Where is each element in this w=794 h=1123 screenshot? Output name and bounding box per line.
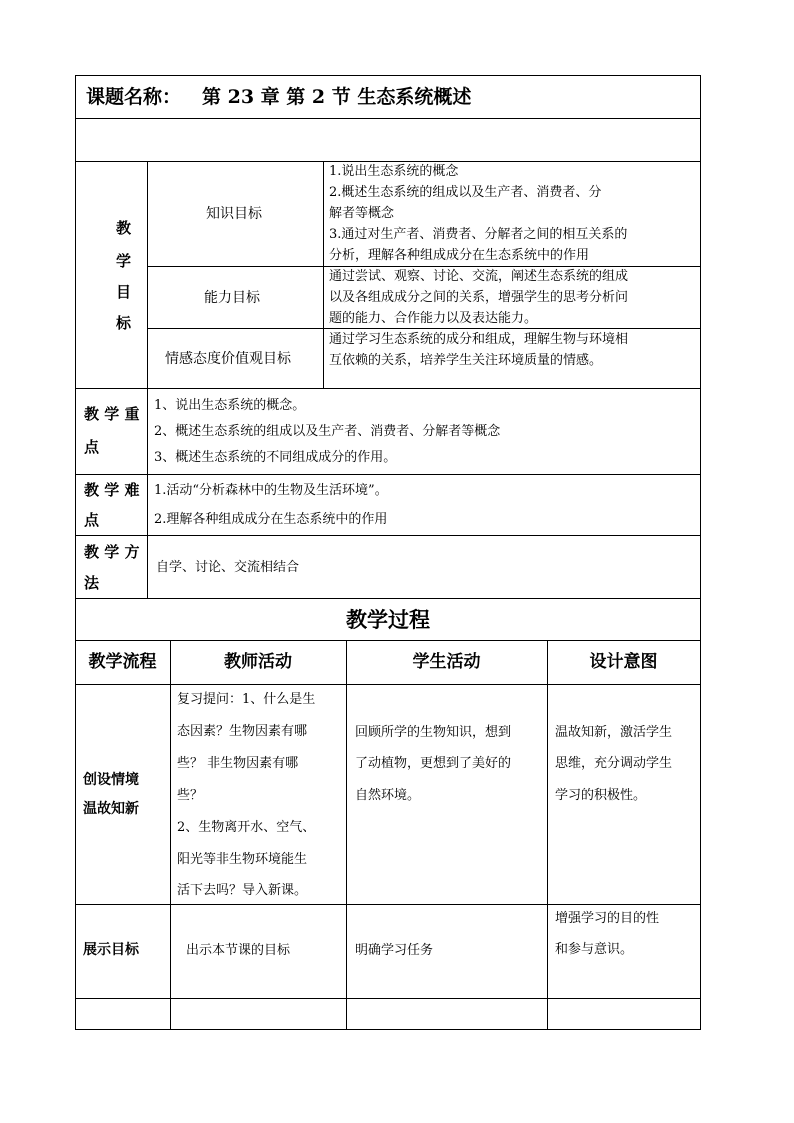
teacher-line: 活下去吗？导入新课。 [177, 883, 308, 898]
header-intent: 设计意图 [589, 652, 658, 672]
intent-line: 温故知新，激活学生 [555, 725, 673, 740]
objective-line: 1.说出生态系统的概念 [329, 164, 459, 179]
stage-line: 展示目标 [83, 942, 139, 958]
teacher-line: 2、生物离开水、空气、 [177, 820, 316, 835]
objective-line: 2.概述生态系统的组成以及生产者、消费者、分 [329, 185, 602, 200]
methods-label-2: 法 [84, 574, 100, 592]
objective-line: 互依赖的关系，培养学生关注环境质量的情感。 [329, 353, 603, 368]
objective-line: 解者等概念 [329, 206, 395, 221]
page-title: 第 23 章 第 2 节 生态系统概述 [202, 86, 472, 108]
objective-line: 3.通过对生产者、消费者、分解者之间的相互关系的 [329, 227, 628, 242]
objective-line: 通过尝试、观察、讨论、交流，阐述生态系统的组成 [329, 269, 629, 284]
knowledge-objective-label: 知识目标 [206, 206, 262, 222]
difficulty-line: 1.活动“分析森林中的生物及生活环境”。 [154, 483, 388, 498]
ability-objective-label: 能力目标 [204, 290, 260, 306]
student-line: 回顾所学的生物知识，想到 [355, 725, 512, 740]
objective-line: 题的能力、合作能力以及表达能力。 [329, 311, 538, 326]
objective-line: 分析，理解各种组成成分在生态系统中的作用 [329, 248, 590, 263]
intent-line: 思维，充分调动学生 [555, 756, 673, 771]
key-point-line: 2、概述生态系统的组成以及生产者、消费者、分解者等概念 [154, 424, 501, 439]
teacher-line: 些？ [177, 788, 204, 803]
objectives-header-char: 标 [116, 314, 132, 332]
header-student: 学生活动 [412, 652, 481, 672]
teacher-line: 态因素？生物因素有哪 [177, 724, 308, 739]
difficulties-label: 教 学 难 [84, 481, 140, 499]
key-points-label-2: 点 [84, 438, 100, 456]
student-line: 自然环境。 [355, 788, 421, 803]
intent-line: 增强学习的目的性 [555, 911, 660, 926]
header-stage: 教学流程 [88, 652, 157, 672]
objective-line: 以及各组成成分之间的关系，增强学生的思考分析问 [329, 290, 629, 305]
objectives-header-char: 教 [116, 219, 132, 237]
emotion-objective-label: 情感态度价值观目标 [165, 351, 291, 367]
difficulties-label-2: 点 [84, 511, 100, 529]
intent-line: 学习的积极性。 [555, 788, 647, 803]
stage-line: 温故知新 [83, 801, 139, 817]
key-points-label: 教 学 重 [84, 405, 140, 423]
teacher-line: 阳光等非生物环境能生 [177, 852, 308, 867]
methods-text: 自学、讨论、交流相结合 [156, 560, 300, 575]
header-teacher: 教师活动 [224, 652, 292, 672]
teacher-line: 复习提问：1、什么是生 [177, 692, 316, 707]
student-line: 了动植物，更想到了美好的 [355, 756, 512, 771]
key-point-line: 3、概述生态系统的不同组成成分的作用。 [154, 450, 397, 465]
student-line: 明确学习任务 [355, 943, 434, 958]
objectives-header-char: 学 [116, 252, 132, 270]
title-label: 课题名称： [86, 86, 182, 108]
objectives-header-char: 目 [116, 283, 132, 301]
objective-line: 通过学习生态系统的成分和组成，理解生物与环境相 [329, 332, 629, 347]
process-title: 教学过程 [346, 607, 430, 632]
teacher-line: 些？ 非生物因素有哪 [177, 756, 299, 771]
key-point-line: 1、说出生态系统的概念。 [154, 398, 306, 413]
teacher-line: 出示本节课的目标 [186, 943, 291, 958]
difficulty-line: 2.理解各种组成成分在生态系统中的作用 [154, 512, 388, 527]
stage-line: 创设情境 [83, 772, 139, 788]
methods-label: 教 学 方 [84, 543, 140, 561]
intent-line: 和参与意识。 [555, 942, 634, 957]
